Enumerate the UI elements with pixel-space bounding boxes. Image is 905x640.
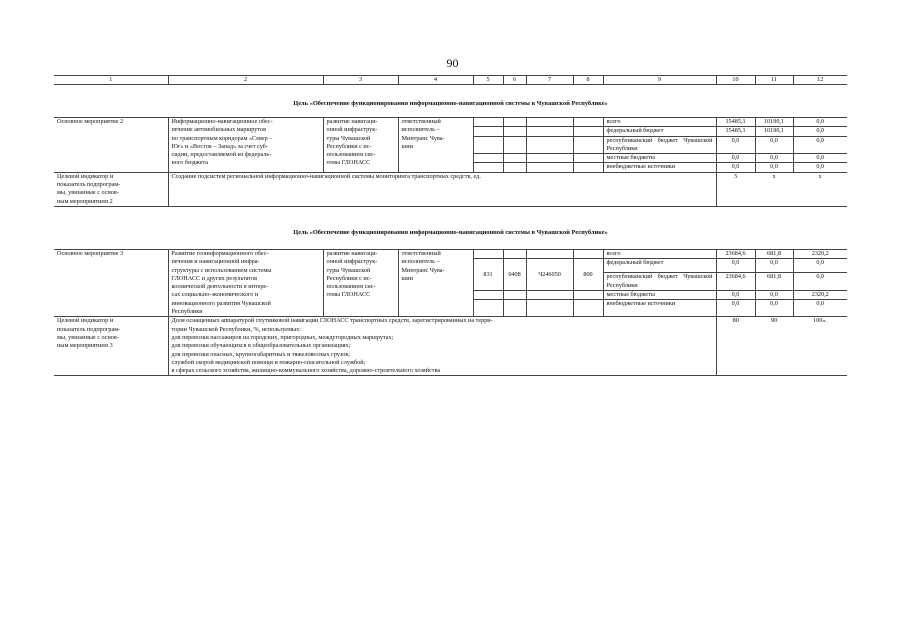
indicator-3-v11: 90 bbox=[755, 317, 793, 376]
measure-2-target: развитие навигаци- онной инфраструк- туры Чувашской Республики с ис- пользованием сис- темы ГЛОНАСС bbox=[323, 118, 398, 173]
value-cell: 0,0 bbox=[755, 300, 793, 317]
value-cell: 0,0 bbox=[793, 136, 847, 154]
value-cell: 0,0 bbox=[716, 136, 755, 154]
value-cell: 0,0 bbox=[716, 154, 755, 163]
measure-3-table bbox=[54, 249, 847, 376]
measure-2-table bbox=[54, 117, 847, 207]
value-cell: 0,0 bbox=[793, 163, 847, 172]
measure-3-executor: ответственный исполнитель – Минтранс Чува- шии bbox=[398, 250, 473, 317]
value-cell: 0,0 bbox=[793, 118, 847, 127]
value-cell: 0,0 bbox=[716, 163, 755, 172]
col-header-7: 7 bbox=[526, 76, 573, 85]
col-header-12: 12 bbox=[793, 76, 847, 85]
col-header-5: 5 bbox=[473, 76, 503, 85]
indicator-3-label: Целевой индикатор и показатель подпрограм- мы, увязанные с основ- ным мероприятием 3 bbox=[54, 317, 168, 376]
indicator-2-v11: x bbox=[755, 172, 793, 206]
measure-2-description: Информационно-навигационное обес- печение автомобильных маршрутов по транспортным коридорам «Север – Юг» и «Восток – Запад» за счет суб- сидии, предоставляемой из федераль- ного бюджета bbox=[168, 118, 323, 173]
funding-source: местные бюджеты bbox=[603, 154, 716, 163]
funding-source: федеральный бюджет bbox=[603, 259, 716, 273]
page-number: 90 bbox=[446, 56, 459, 70]
code-grbs: 831 bbox=[473, 259, 503, 291]
col-header-2: 2 bbox=[168, 76, 323, 85]
col-header-4: 4 bbox=[398, 76, 473, 85]
value-cell: 2320,2 bbox=[793, 250, 847, 259]
value-cell: 0,0 bbox=[793, 300, 847, 317]
col-header-11: 11 bbox=[755, 76, 793, 85]
funding-source: федеральный бюджет bbox=[603, 127, 716, 136]
measure-3-target: развитие навигаци- онной инфраструк- туры Чувашской Республики с ис- пользованием сис- темы ГЛОНАСС bbox=[323, 250, 398, 317]
col-header-6: 6 bbox=[503, 76, 526, 85]
code-expense-group: 800 bbox=[573, 259, 603, 291]
col-header-8: 8 bbox=[573, 76, 603, 85]
value-cell: 0,0 bbox=[755, 259, 793, 273]
value-cell: 0,0 bbox=[755, 154, 793, 163]
indicator-2-v10: 5 bbox=[716, 172, 755, 206]
value-cell: 0,0 bbox=[755, 136, 793, 154]
code-target-article: Ч246050 bbox=[526, 259, 573, 291]
funding-source: республиканский бюджет Чувашской Республики bbox=[603, 136, 716, 154]
value-cell: 23684,6 bbox=[716, 250, 755, 259]
measure-2-name: Основное мероприятие 2 bbox=[54, 118, 168, 173]
funding-source: внебюджетные источники bbox=[603, 163, 716, 172]
indicator-3-v10: 80 bbox=[716, 317, 755, 376]
indicator-3-text: Доля оснащенных аппаратурой спутниковой навигации ГЛОНАСС транспортных средств, зарегистрированных на терри- тории Чувашской Республики, %, используемых: для перевозки пассажиров на городских, пригородных, междугородных маршрутах; для перевозки обучающихся в общеобразовательных организациях; для перевозки опасных, крупногабаритных и тяжеловесных грузов; службой скорой медицинской помощи и пожарно-спасательной службой; в сферах сельского хозяйства, жилищно-коммунального хозяйства, дорожно-строительного хозяйства bbox=[168, 317, 716, 376]
value-cell: 2320,2 bbox=[793, 291, 847, 300]
col-header-9: 9 bbox=[603, 76, 716, 85]
goal-heading-1: Цель «Обеспечение функционирования информационно-навигационной системы в Чувашской Республике» bbox=[293, 100, 608, 107]
value-cell: 10190,1 bbox=[755, 118, 793, 127]
value-cell: 10190,1 bbox=[755, 127, 793, 136]
value-cell: 0,0 bbox=[793, 259, 847, 273]
funding-source: республиканский бюджет Чувашской Республики bbox=[603, 273, 716, 291]
value-cell: 0,0 bbox=[793, 273, 847, 291]
value-cell: 23684,6 bbox=[716, 273, 755, 291]
col-header-1: 1 bbox=[54, 76, 168, 85]
value-cell: 15485,1 bbox=[716, 118, 755, 127]
value-cell: 0,0 bbox=[755, 163, 793, 172]
indicator-2-v12: x bbox=[793, 172, 847, 206]
measure-3-description: Развитие геоинформационного обес- печения и навигационной инфра- структуры с использованием системы ГЛОНАСС и других результатов космической деятельности в интере- сах социально-экономического и инновационного развития Чувашской Республики bbox=[168, 250, 323, 317]
value-cell: 681,8 bbox=[755, 273, 793, 291]
value-cell: 681,8 bbox=[755, 250, 793, 259]
funding-source: всего bbox=[603, 118, 716, 127]
indicator-3-v12: 100». bbox=[793, 317, 847, 376]
indicator-2-label: Целевой индикатор и показатель подпрограм- мы, увязанные с основ- ным мероприятием 2 bbox=[54, 172, 168, 206]
indicator-2-text: Создание подсистем региональной информационно-навигационной системы мониторинга транспортных средств, ед. bbox=[168, 172, 716, 206]
funding-source: всего bbox=[603, 250, 716, 259]
funding-source: местные бюджеты bbox=[603, 291, 716, 300]
value-cell: 0,0 bbox=[793, 154, 847, 163]
col-header-3: 3 bbox=[323, 76, 398, 85]
value-cell: 0,0 bbox=[755, 291, 793, 300]
value-cell: 0,0 bbox=[716, 300, 755, 317]
column-header-row bbox=[54, 75, 847, 85]
col-header-10: 10 bbox=[716, 76, 755, 85]
value-cell: 15485,1 bbox=[716, 127, 755, 136]
value-cell: 0,0 bbox=[793, 127, 847, 136]
funding-source: внебюджетные источники bbox=[603, 300, 716, 317]
code-section: 0408 bbox=[503, 259, 526, 291]
value-cell: 0,0 bbox=[716, 259, 755, 273]
value-cell: 0,0 bbox=[716, 291, 755, 300]
goal-heading-2: Цель «Обеспечение функционирования информационно-навигационной системы в Чувашской Республике» bbox=[293, 229, 608, 236]
measure-2-executor: ответственный исполнитель – Минтранс Чува- шии bbox=[398, 118, 473, 173]
measure-3-name: Основное мероприятие 3 bbox=[54, 250, 168, 317]
